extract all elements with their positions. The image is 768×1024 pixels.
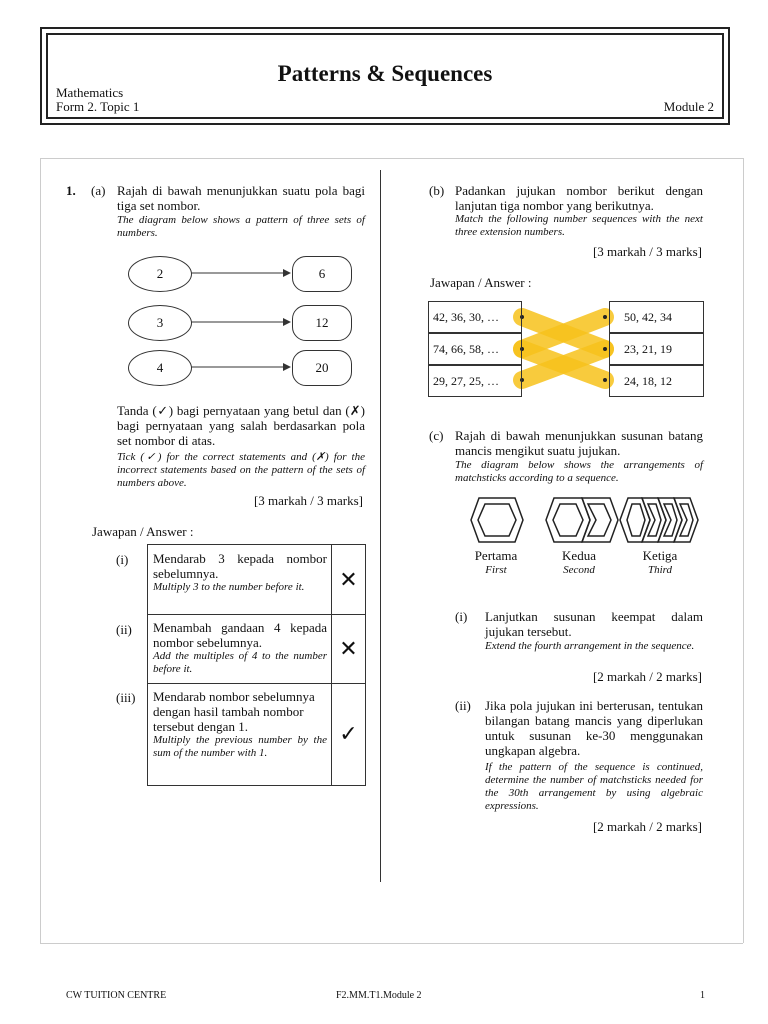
number-pattern-diagram (128, 256, 358, 386)
matching-diagram (428, 301, 704, 397)
statement-text-ms: Menambah gandaan 4 kepada nombor sebelumnya. (153, 620, 327, 650)
statement-text-ms: Mendarab nombor sebelumnya dengan hasil tambah nombor tersebut dengan 1. (153, 689, 315, 734)
footer-centre-name: CW TUITION CENTRE (66, 990, 167, 1001)
extension-box[interactable]: 50, 42, 34 (609, 301, 704, 333)
output-box: 20 (292, 350, 352, 386)
part-b-marks: [3 markah / 3 marks] (592, 244, 702, 259)
frame-top-border (40, 158, 743, 159)
part-b-label: (b) (429, 183, 445, 198)
extension-box[interactable]: 23, 21, 19 (609, 333, 704, 365)
statement-label: (iii) (116, 690, 136, 705)
page-title: Patterns & Sequences (277, 61, 493, 86)
part-c-ii-text-en: If the pattern of the sequence is continued, determine the number of matchsticks needed for the 30th arrangement by using algebraic expressions. (485, 761, 703, 812)
module-label: Module 2 (663, 99, 714, 114)
figure-label-ms: Kedua (562, 548, 596, 563)
figure-label-ms: Ketiga (642, 548, 678, 563)
cross-mark-icon[interactable]: ✕ (339, 635, 358, 661)
part-a-text-ms: Rajah di bawah menunjukkan suatu pola bagi tiga set nombor. (117, 183, 365, 213)
part-b-answer-label: Jawapan / Answer : (430, 275, 532, 290)
figure-label-en: First (485, 564, 507, 576)
statement-text-ms: Mendarab 3 kepada nombor sebelumnya. (153, 551, 327, 581)
part-a-text-en: The diagram below shows a pattern of three sets of numbers. (117, 214, 365, 239)
form-topic-label: Form 2. Topic 1 (56, 99, 140, 114)
table-row (153, 689, 327, 760)
part-c-text-ms: Rajah di bawah menunjukkan susunan batang mancis mengikut suatu jujukan. (455, 428, 703, 458)
part-c-ii-text-ms: Jika pola jujukan ini berterusan, tentukan bilangan batang mancis yang diperlukan untuk susunan ke-30 menggunakan ungkapan algebra. (485, 698, 703, 758)
part-b-text-ms: Padankan jujukan nombor berikut dengan lanjutan tiga nombor yang berikutnya. (455, 183, 703, 213)
part-c-ii-marks: [2 markah / 2 marks] (592, 819, 702, 834)
header-box (40, 27, 730, 125)
instruction-ms: Tanda (✓) bagi pernyataan yang betul dan (✗) bagi pernyataan yang salah berdasarkan pola set nombor di atas. (117, 403, 365, 448)
part-b-text-en: Match the following number sequences with the next three extension numbers. (455, 213, 703, 238)
output-box: 6 (292, 256, 352, 292)
part-a-marks: [3 markah / 3 marks] (253, 493, 363, 508)
statement-text-en: Multiply 3 to the number before it. (153, 581, 305, 593)
part-c-i-label: (i) (455, 609, 468, 624)
frame-left-border (40, 158, 41, 943)
part-c-ii-label: (ii) (455, 698, 471, 713)
subject-label: Mathematics (56, 85, 124, 100)
part-c-label: (c) (429, 428, 444, 443)
tick-mark-icon[interactable]: ✓ (339, 721, 358, 746)
part-c-text-en: The diagram below shows the arrangements of matchsticks according to a sequence. (455, 459, 703, 484)
input-ellipse: 4 (128, 350, 192, 386)
header-inner-box (46, 33, 724, 119)
figure-label-ms: Pertama (474, 548, 518, 563)
statement-table (147, 544, 366, 786)
part-a-label: (a) (91, 183, 106, 198)
instruction-en: Tick (✓) for the correct statements and (✗) for the incorrect statements based on the pattern of the sets of numbers above. (117, 451, 365, 489)
figure-label-en: Third (647, 564, 673, 576)
cross-mark-icon[interactable]: ✕ (339, 566, 358, 592)
input-ellipse: 2 (128, 256, 192, 292)
extension-box[interactable]: 24, 18, 12 (609, 365, 704, 397)
table-row (153, 551, 327, 594)
sequence-box[interactable]: 74, 66, 58, … (428, 333, 522, 365)
output-box: 12 (292, 305, 352, 341)
figure-label-en: Second (563, 564, 595, 576)
part-c-i-text-en: Extend the fourth arrangement in the sequence. (485, 640, 695, 652)
frame-bottom-border (40, 943, 743, 944)
part-c-i-text-ms: Lanjutkan susunan keempat dalam jujukan tersebut. (485, 609, 703, 639)
part-c-i-marks: [2 markah / 2 marks] (592, 669, 702, 684)
statement-text-en: Add the multiples of 4 to the number before it. (153, 650, 327, 675)
statement-text-en: Multiply the previous number by the sum of the number with 1. (153, 734, 327, 759)
footer-page-number: 1 (700, 990, 705, 1001)
statement-label: (ii) (116, 622, 132, 637)
part-a-answer-label: Jawapan / Answer : (92, 524, 194, 539)
table-row (153, 620, 327, 676)
question-number: 1. (66, 183, 76, 198)
column-divider (380, 170, 381, 882)
matchstick-diagram (470, 496, 710, 546)
header-rule (48, 117, 722, 119)
footer-module-code: F2.MM.T1.Module 2 (336, 990, 422, 1001)
frame-right-border (743, 158, 744, 943)
input-ellipse: 3 (128, 305, 192, 341)
statement-label: (i) (116, 552, 129, 567)
sequence-box[interactable]: 42, 36, 30, … (428, 301, 522, 333)
sequence-box[interactable]: 29, 27, 25, … (428, 365, 522, 397)
